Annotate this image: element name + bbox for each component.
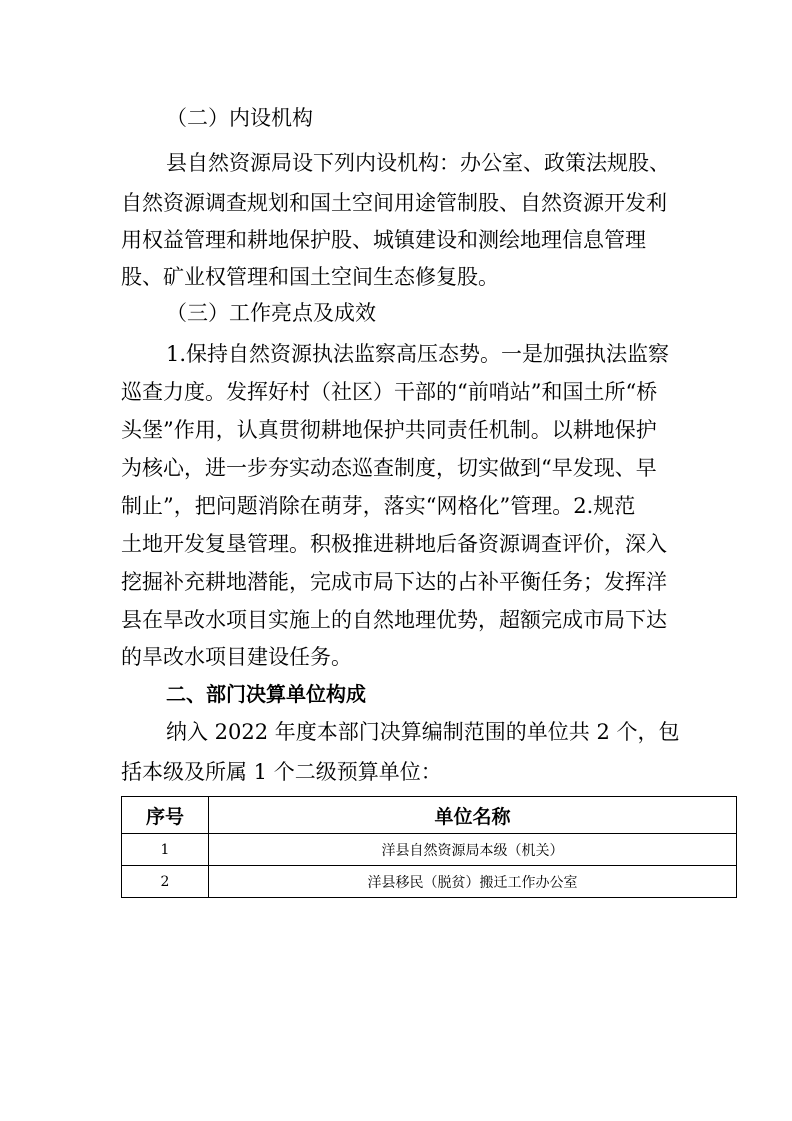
paragraph-line: 县在旱改水项目实施上的自然地理优势，超额完成市局下达 bbox=[121, 608, 667, 632]
cell-serial-number: 1 bbox=[122, 834, 209, 866]
table-row bbox=[122, 866, 737, 898]
paragraph-line: 头堡”作用，认真贯彻耕地保护共同责任机制。以耕地保护 bbox=[121, 418, 657, 442]
paragraph-line: 自然资源调查规划和国土空间用途管制股、自然资源开发利 bbox=[121, 191, 667, 215]
subheading-internal-structure: （二）内设机构 bbox=[166, 106, 313, 130]
paragraph-line: 挖掘补充耕地潜能，完成市局下达的占补平衡任务；发挥洋 bbox=[121, 570, 667, 594]
section-heading-units: 二、部门决算单位构成 bbox=[166, 682, 366, 706]
units-table bbox=[121, 796, 737, 898]
subheading-highlights: （三）工作亮点及成效 bbox=[166, 301, 376, 325]
cell-serial-number: 2 bbox=[122, 866, 209, 898]
cell-unit-name: 洋县移民（脱贫）搬迁工作办公室 bbox=[209, 866, 737, 898]
paragraph-line: 1.保持自然资源执法监察高压态势。一是加强执法监察 bbox=[166, 342, 670, 366]
paragraph-line: 括本级及所属 1 个二级预算单位： bbox=[121, 760, 442, 784]
paragraph-line: 用权益管理和耕地保护股、城镇建设和测绘地理信息管理 bbox=[121, 228, 646, 252]
paragraph-line: 纳入 2022 年度本部门决算编制范围的单位共 2 个，包 bbox=[166, 720, 680, 744]
paragraph-line: 巡查力度。发挥好村（社区）干部的“前哨站”和国土所“桥 bbox=[121, 380, 658, 404]
paragraph-line: 县自然资源局设下列内设机构：办公室、政策法规股、 bbox=[166, 151, 670, 175]
paragraph-line: 制止”，把问题消除在萌芽，落实“网格化”管理。2.规范 bbox=[121, 494, 636, 518]
table-row bbox=[122, 834, 737, 866]
paragraph-line: 股、矿业权管理和国土空间生态修复股。 bbox=[121, 265, 499, 289]
cell-unit-name: 洋县自然资源局本级（机关） bbox=[209, 834, 737, 866]
header-serial-number: 序号 bbox=[122, 797, 209, 834]
paragraph-line: 的旱改水项目建设任务。 bbox=[121, 645, 352, 669]
table-header-row bbox=[122, 797, 737, 834]
paragraph-line: 土地开发复垦管理。积极推进耕地后备资源调查评价，深入 bbox=[121, 532, 667, 556]
header-unit-name: 单位名称 bbox=[209, 797, 737, 834]
paragraph-line: 为核心，进一步夯实动态巡查制度，切实做到“早发现、早 bbox=[121, 456, 657, 480]
